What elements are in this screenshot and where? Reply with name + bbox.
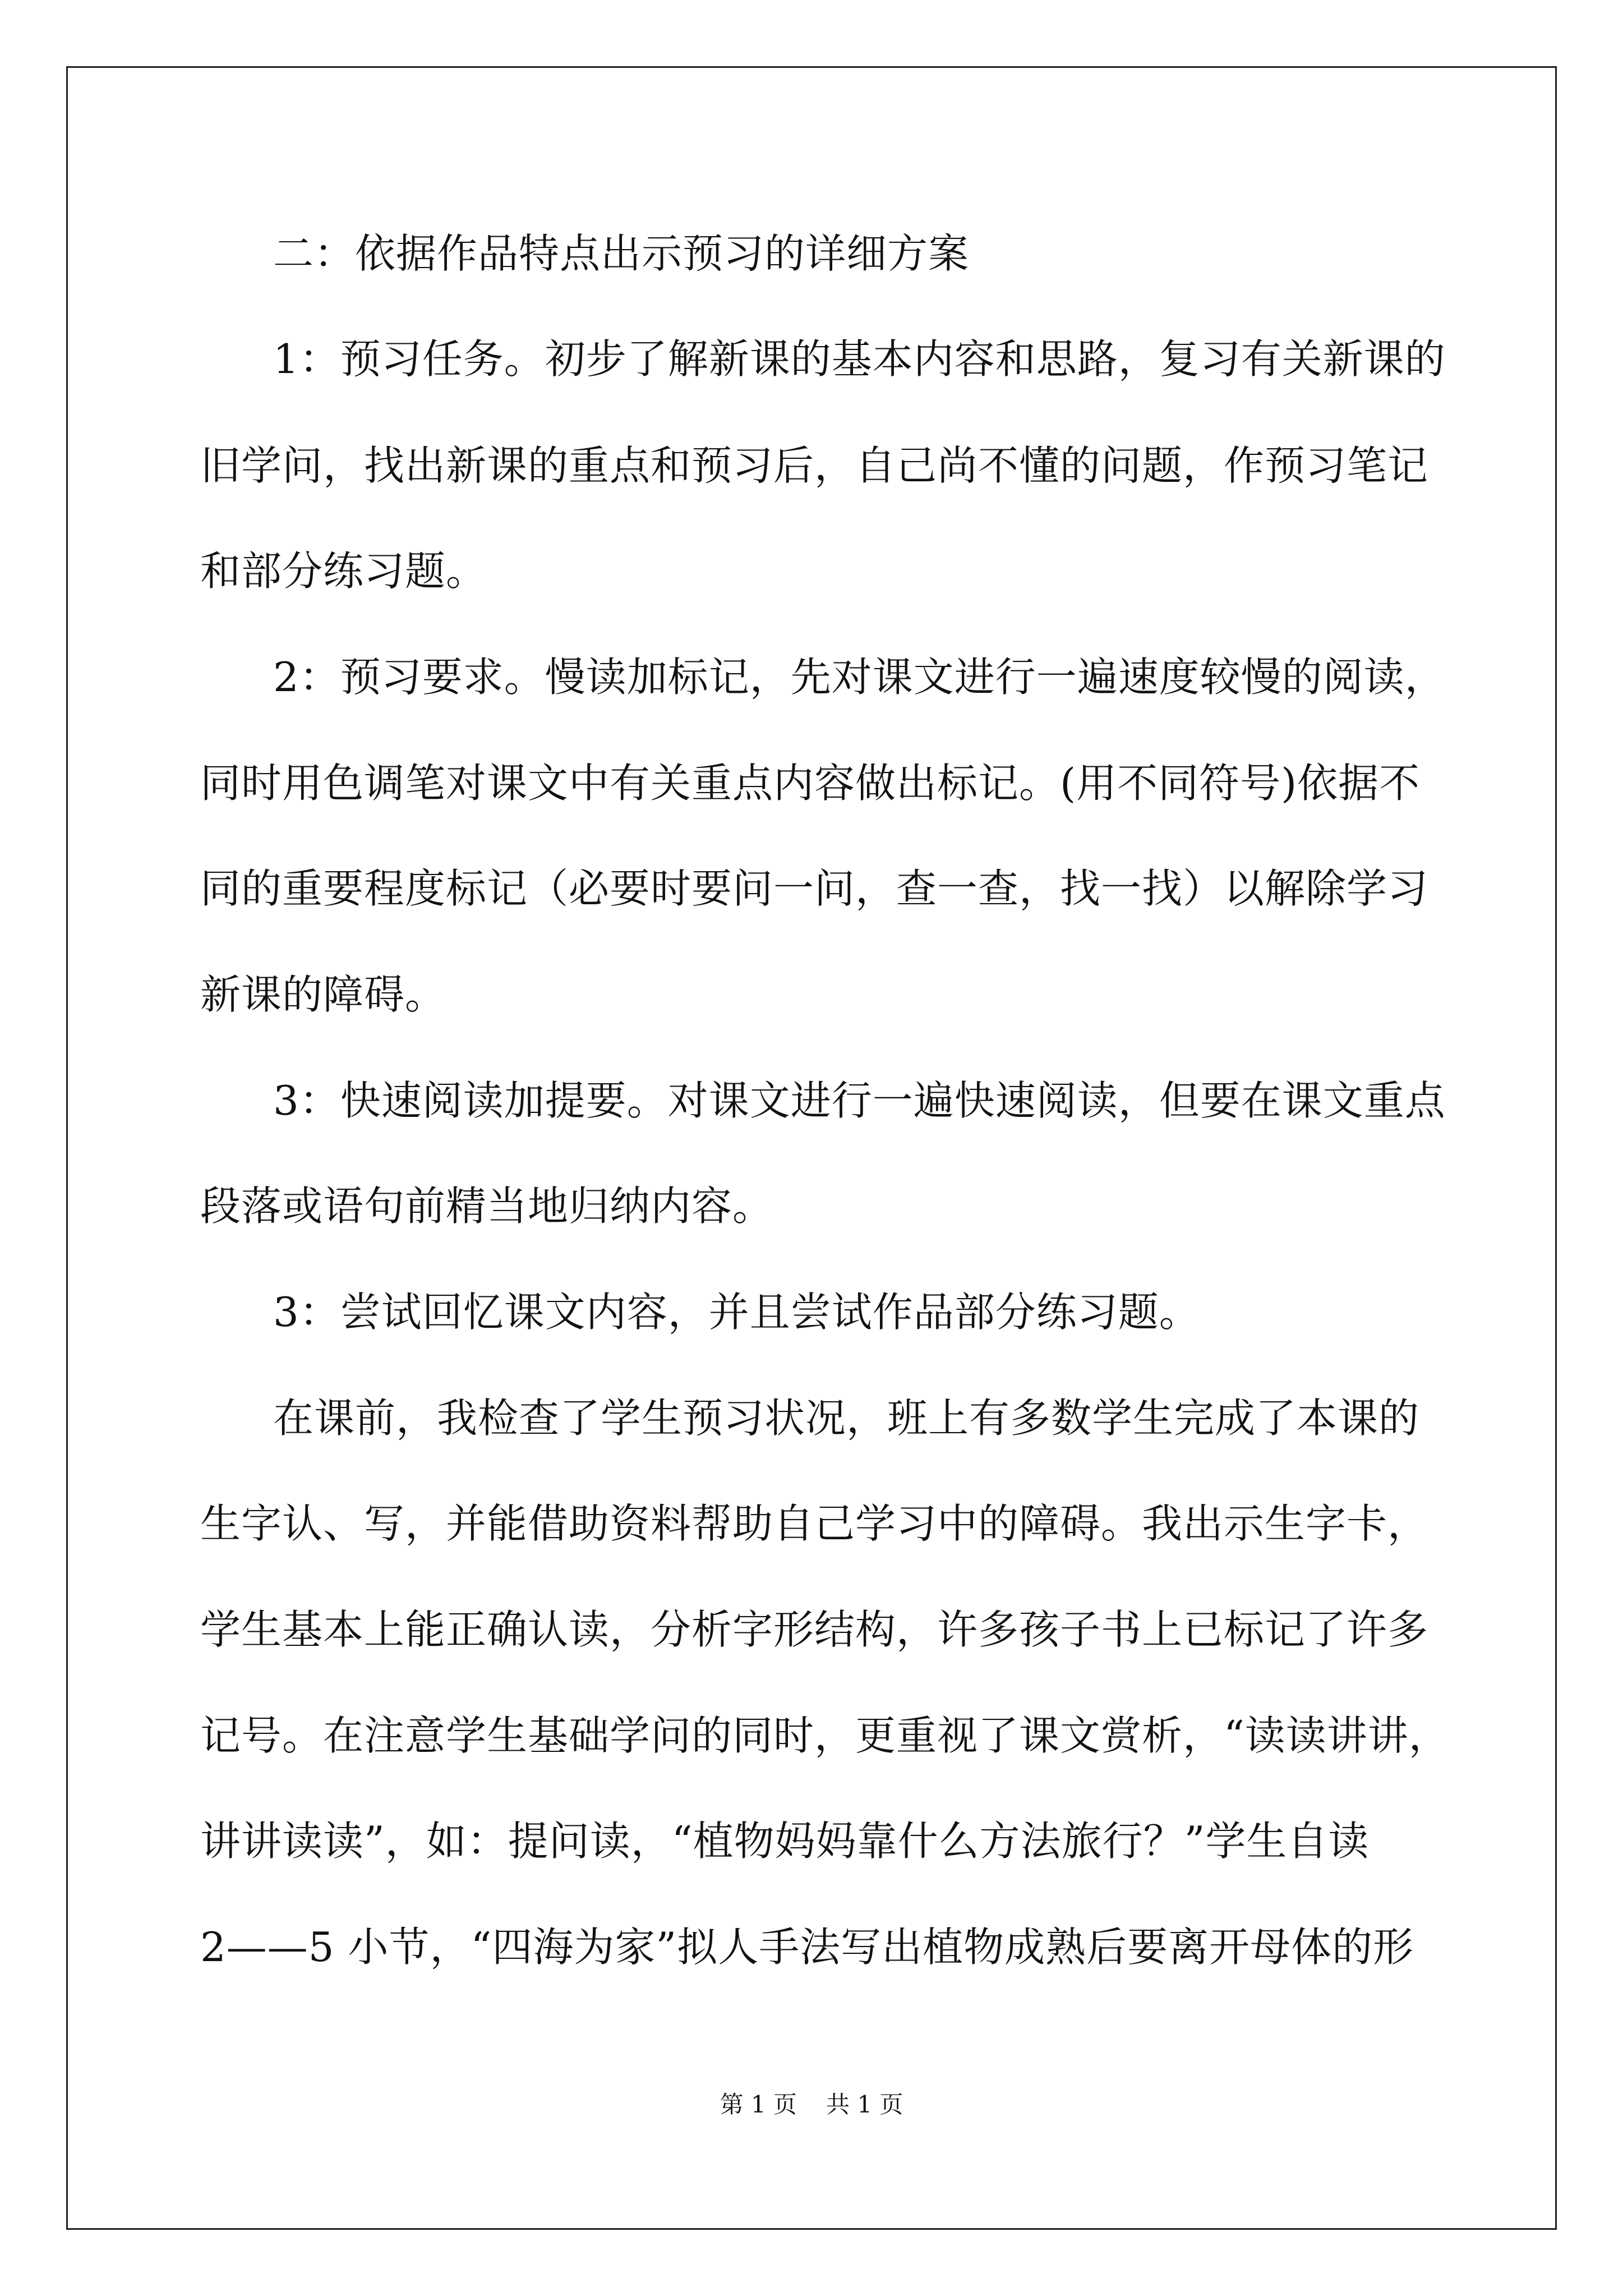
paragraph-line: 讲讲读读”，如：提问读，“植物妈妈靠什么方法旅行？”学生自读 [200, 1818, 1370, 1865]
paragraph-line: 记号。在注意学生基础学问的同时，更重视了课文赏析，“读读讲讲， [200, 1712, 1450, 1759]
paragraph-line: 1：预习任务。初步了解新课的基本内容和思路，复习有关新课的 [273, 335, 1446, 383]
paragraph-line: 旧学问，找出新课的重点和预习后，自己尚不懂的问题，作预习笔记 [200, 442, 1429, 489]
paragraph-line: 在课前，我检查了学生预习状况，班上有多数学生完成了本课的 [273, 1395, 1420, 1442]
paragraph-line: 段落或语句前精当地归纳内容。 [200, 1182, 774, 1230]
paragraph-line: 生字认、写，并能借助资料帮助自己学习中的障碍。我出示生字卡， [200, 1500, 1429, 1547]
page-number: 第 1 页 [720, 2091, 797, 2118]
section-heading: 二：依据作品特点出示预习的详细方案 [273, 230, 970, 277]
page-footer [0, 2088, 1623, 2122]
paragraph-line: 新课的障碍。 [200, 971, 446, 1018]
paragraph-line: 同的重要程度标记（必要时要问一问，查一查，找一找）以解除学习 [200, 865, 1429, 912]
paragraph-line: 2——5 小节，“四海为家”拟人手法写出植物成熟后要离开母体的形 [200, 1924, 1414, 1971]
paragraph-line: 学生基本上能正确认读，分析字形结构，许多孩子书上已标记了许多 [200, 1606, 1429, 1653]
page-total: 共 1 页 [826, 2091, 903, 2118]
paragraph-line: 3：快速阅读加提要。对课文进行一遍快速阅读，但要在课文重点 [273, 1077, 1446, 1124]
paragraph-line: 同时用色调笔对课文中有关重点内容做出标记。(用不同符号)依据不 [200, 760, 1421, 807]
paragraph-line: 3：尝试回忆课文内容，并且尝试作品部分练习题。 [273, 1289, 1200, 1336]
paragraph-line: 和部分练习题。 [200, 547, 487, 595]
paragraph-line: 2：预习要求。慢读加标记，先对课文进行一遍速度较慢的阅读， [273, 654, 1446, 701]
